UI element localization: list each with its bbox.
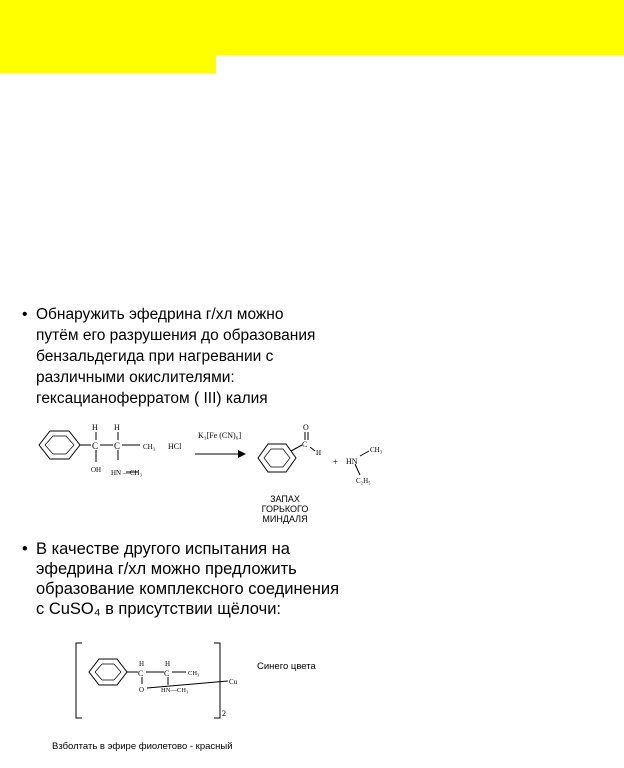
amine-hn: HN <box>346 457 358 466</box>
smell-line-3: МИНДАЛЯ <box>262 514 308 524</box>
bullet2-line-2: эфедрина г/хл можно предложить <box>36 560 297 578</box>
cx-ch3: CH₃ <box>188 670 200 677</box>
bond <box>310 447 315 451</box>
cx-subscript: 2 <box>222 709 226 718</box>
cx-c2: C <box>164 669 170 678</box>
aldehyde-c: C <box>302 440 308 449</box>
r1-hcl: HCl <box>168 442 182 451</box>
copper-complex-structure <box>76 643 228 718</box>
bullet2-line-3: образование комплексного соединения <box>36 580 340 598</box>
bullet2-line-4: с CuSO₄ в присутствии щёлочи: <box>36 600 282 618</box>
ephedrine-structure <box>39 431 140 472</box>
benzene-inner <box>45 436 74 454</box>
r1-h2: H <box>114 423 120 432</box>
smell-line-1: ЗАПАХ <box>270 494 300 504</box>
r1-ch3: CH₃ <box>143 443 156 451</box>
bullet1-line-2: путём его разрушения до образования <box>36 327 316 344</box>
bullet2-line-1: В качестве другого испытания на <box>36 540 290 558</box>
amine-ch3: CH₃ <box>370 446 383 454</box>
cx-o: O <box>139 686 145 694</box>
cx-cu: Cu <box>229 678 238 686</box>
right-bracket <box>214 643 220 718</box>
r1-oh: OH <box>91 466 102 474</box>
bullet1-line-3: бензальдегида при нагревании с <box>36 348 274 365</box>
r1-c2: C <box>114 441 121 451</box>
aldehyde-o: O <box>303 423 309 432</box>
r1-oxidant: K₃[Fe (CN)₆] <box>198 431 242 440</box>
r1-c1: C <box>92 441 99 451</box>
bullet1-line-1: Обнаружить эфедрина г/хл можно <box>36 306 284 323</box>
smell-line-2: ГОРЬКОГО <box>261 504 309 514</box>
bullet-dot: • <box>22 540 28 558</box>
bullet1-line-5: гексацианоферратом ( III) калия <box>36 390 268 407</box>
reaction-arrow-head <box>238 450 246 458</box>
cx-hn-ch3: HN—CH₃ <box>161 687 189 694</box>
bond <box>291 445 302 451</box>
bullet1-line-4: различными окислителями: <box>36 369 235 386</box>
cx-h2: H <box>165 660 171 668</box>
plus-sign: + <box>333 457 339 467</box>
benzaldehyde-structure <box>258 432 315 472</box>
amine-c2h5: C₂H₅ <box>356 477 371 485</box>
benzene-inner <box>264 449 290 467</box>
color-note: Синего цвета <box>257 661 316 672</box>
r1-hn-ch3: HN —CH₃ <box>111 469 143 477</box>
footer-note: Взболтать в эфире фиолетово - красный <box>52 741 233 752</box>
cx-c1: C <box>138 669 144 678</box>
cx-h1: H <box>139 660 145 668</box>
benzene-inner <box>95 664 121 680</box>
bullet-copper-complex <box>22 539 340 619</box>
aldehyde-h: H <box>316 449 322 457</box>
bullet-dot: • <box>22 306 28 323</box>
left-bracket <box>76 643 82 718</box>
r1-h1: H <box>92 423 98 432</box>
smell-label <box>250 494 320 524</box>
bond <box>360 451 369 456</box>
